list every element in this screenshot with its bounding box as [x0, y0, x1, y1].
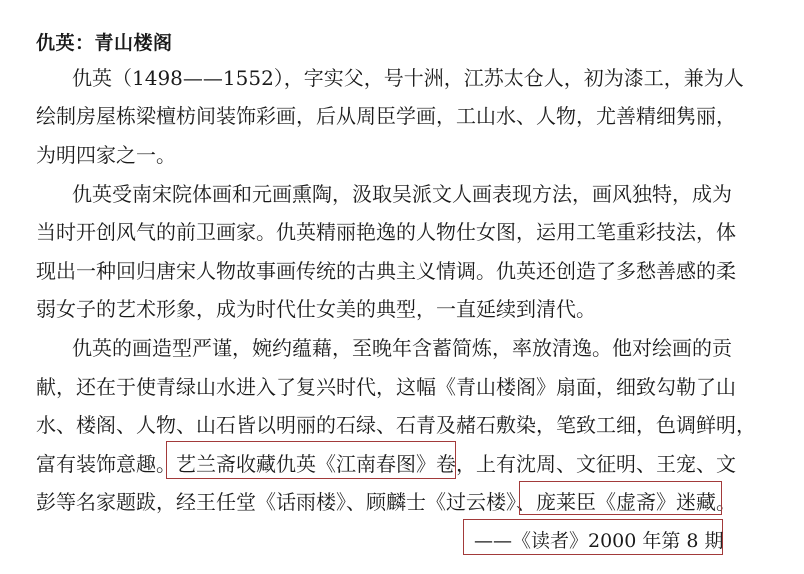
paragraph-1-line-3: 为明四家之一。	[36, 143, 176, 167]
paragraph-3-line-1: 仇英的画造型严谨，婉约蕴藉，至晚年含蓄简炼，率放清逸。他对绘画的贡	[72, 336, 732, 360]
paragraph-2-line-2: 当时开创风气的前卫画家。仇英精丽艳逸的人物仕女图，运用工笔重彩技法，体	[36, 220, 736, 244]
paragraph-3-line-4: 富有装饰意趣。艺兰斋收藏仇英《江南春图》卷，上有沈周、文征明、王宠、文	[36, 452, 736, 476]
source-citation: ——《读者》2000 年第 8 期	[474, 530, 724, 552]
paragraph-2-line-3: 现出一种回归唐宋人物故事画传统的古典主义情调。仇英还创造了多愁善感的柔	[36, 259, 736, 283]
paragraph-2-line-1: 仇英受南宋院体画和元画熏陶，汲取吴派文人画表现方法，画风独特，成为	[72, 182, 732, 206]
paragraph-2-line-4: 弱女子的艺术形象，成为时代仕女美的典型，一直延续到清代。	[36, 297, 596, 321]
paragraph-3-line-3: 水、楼阁、人物、山石皆以明丽的石绿、石青及赭石敷染，笔致工细，色调鲜明，	[36, 413, 756, 437]
paragraph-1-line-2: 绘制房屋栋梁檀枋间装饰彩画，后从周臣学画，工山水、人物，尤善精细隽丽，	[36, 104, 736, 128]
paragraph-3-line-2: 献，还在于使青绿山水进入了复兴时代，这幅《青山楼阁》扇面，细致勾勒了山	[36, 375, 736, 399]
paragraph-1-line-1: 仇英（1498——1552），字实父，号十洲，江苏太仓人，初为漆工，兼为人	[72, 66, 744, 90]
paragraph-3-line-5: 彭等名家题跋，经王任堂《话雨楼》、顾麟士《过云楼》、庞莱臣《虚斋》迷藏。	[36, 490, 736, 514]
document-title: 仇英：青山楼阁	[36, 32, 173, 54]
